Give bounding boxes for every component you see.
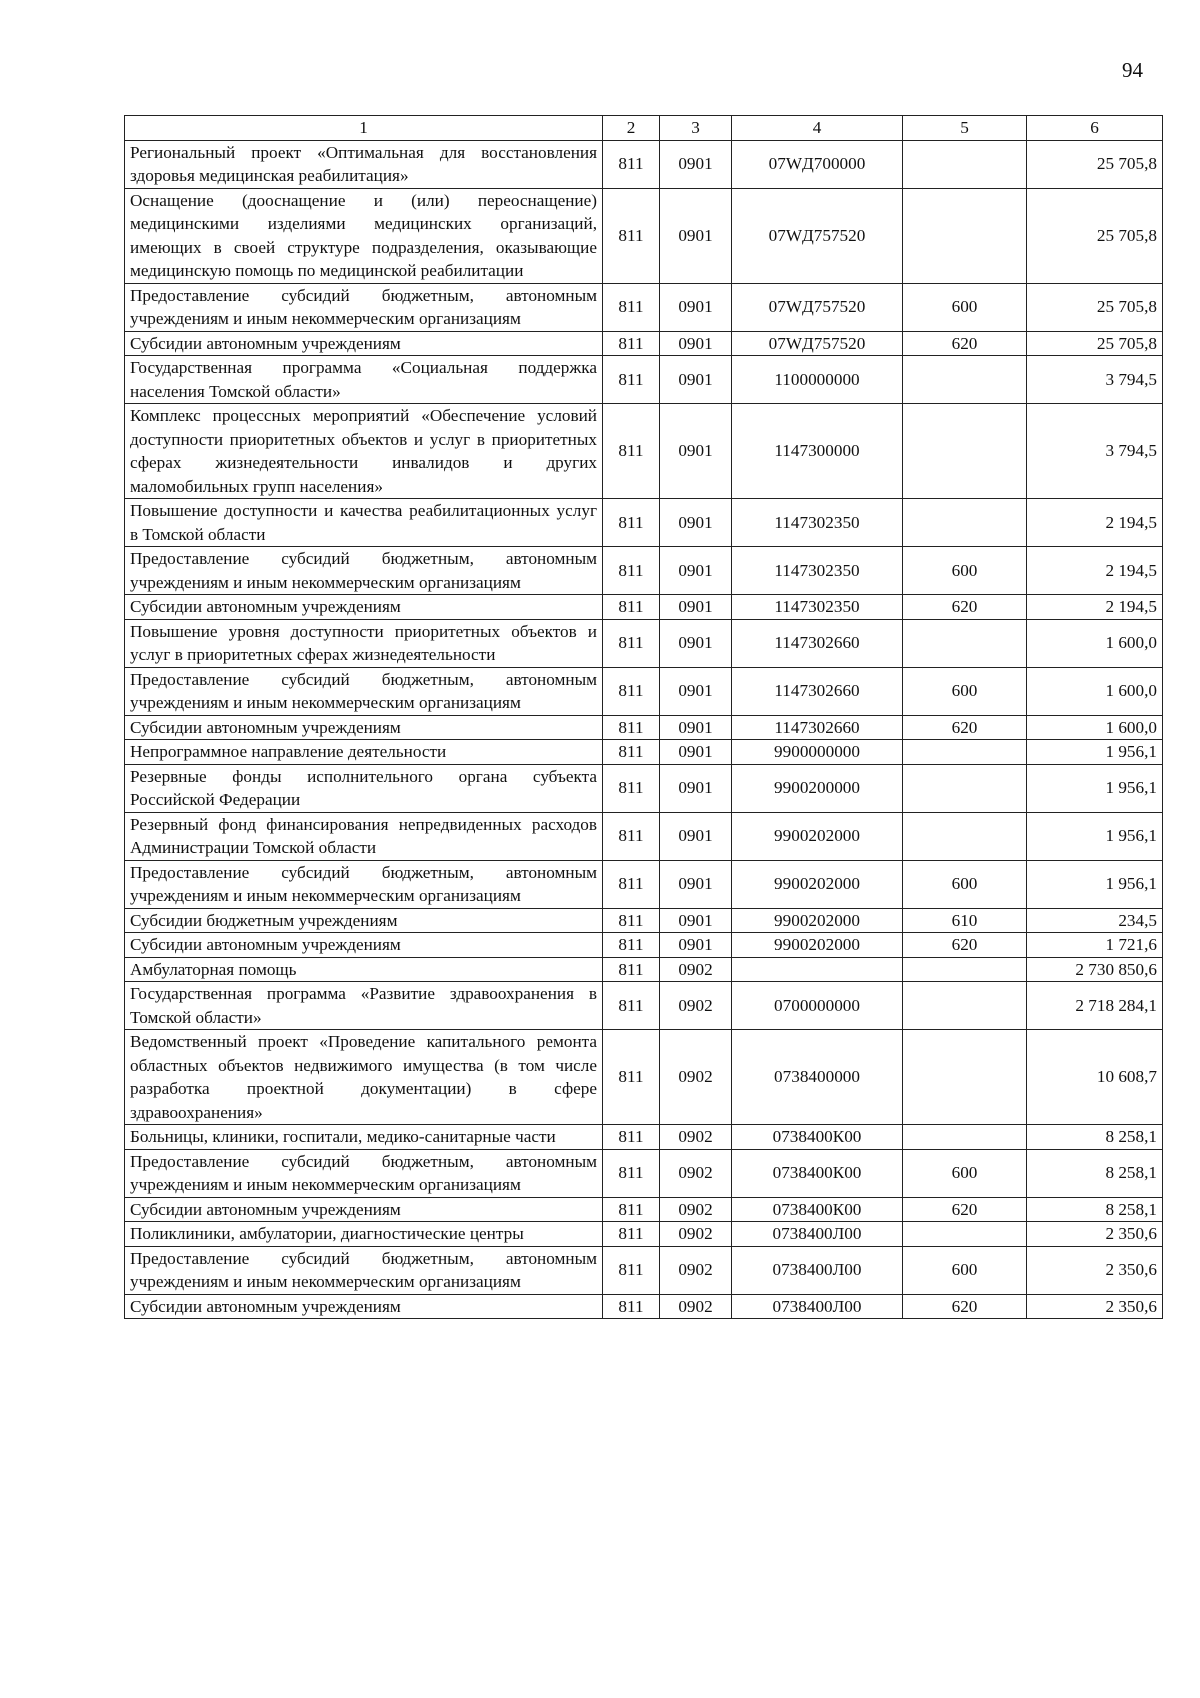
section-code: 0902 bbox=[660, 1030, 732, 1125]
amount: 1 721,6 bbox=[1027, 933, 1163, 958]
section-code: 0901 bbox=[660, 547, 732, 595]
amount: 2 350,6 bbox=[1027, 1246, 1163, 1294]
target-article-code: 0738400К00 bbox=[732, 1125, 903, 1150]
section-code: 0902 bbox=[660, 1149, 732, 1197]
expense-type-code bbox=[903, 140, 1027, 188]
section-code: 0901 bbox=[660, 667, 732, 715]
expense-type-code: 620 bbox=[903, 331, 1027, 356]
section-code: 0901 bbox=[660, 188, 732, 283]
amount: 25 705,8 bbox=[1027, 331, 1163, 356]
item-name: Амбулаторная помощь bbox=[125, 957, 603, 982]
expense-type-code bbox=[903, 740, 1027, 765]
amount: 1 956,1 bbox=[1027, 740, 1163, 765]
table-row bbox=[125, 404, 1163, 499]
amount: 1 600,0 bbox=[1027, 715, 1163, 740]
table-row bbox=[125, 619, 1163, 667]
amount: 25 705,8 bbox=[1027, 140, 1163, 188]
target-article-code: 07WД757520 bbox=[732, 331, 903, 356]
expense-type-code bbox=[903, 499, 1027, 547]
section-code: 0902 bbox=[660, 1197, 732, 1222]
item-name: Предоставление субсидий бюджетным, автономным учреждениям и иным некоммерческим организациям bbox=[125, 547, 603, 595]
target-article-code: 0700000000 bbox=[732, 982, 903, 1030]
budget-table bbox=[124, 115, 1163, 1319]
ministry-code: 811 bbox=[603, 1197, 660, 1222]
expense-type-code bbox=[903, 188, 1027, 283]
amount: 2 194,5 bbox=[1027, 499, 1163, 547]
ministry-code: 811 bbox=[603, 860, 660, 908]
item-name: Субсидии автономным учреждениям bbox=[125, 1197, 603, 1222]
expense-type-code: 600 bbox=[903, 1149, 1027, 1197]
ministry-code: 811 bbox=[603, 356, 660, 404]
target-article-code: 1147302350 bbox=[732, 595, 903, 620]
amount: 2 194,5 bbox=[1027, 547, 1163, 595]
section-code: 0901 bbox=[660, 860, 732, 908]
ministry-code: 811 bbox=[603, 1125, 660, 1150]
amount: 1 956,1 bbox=[1027, 860, 1163, 908]
expense-type-code bbox=[903, 812, 1027, 860]
expense-type-code: 620 bbox=[903, 933, 1027, 958]
ministry-code: 811 bbox=[603, 933, 660, 958]
expense-type-code: 600 bbox=[903, 667, 1027, 715]
target-article-code: 1100000000 bbox=[732, 356, 903, 404]
amount: 2 730 850,6 bbox=[1027, 957, 1163, 982]
section-code: 0902 bbox=[660, 1246, 732, 1294]
expense-type-code: 620 bbox=[903, 595, 1027, 620]
ministry-code: 811 bbox=[603, 740, 660, 765]
table-row bbox=[125, 715, 1163, 740]
amount: 10 608,7 bbox=[1027, 1030, 1163, 1125]
ministry-code: 811 bbox=[603, 1294, 660, 1319]
item-name: Субсидии автономным учреждениям bbox=[125, 715, 603, 740]
table-row bbox=[125, 1149, 1163, 1197]
target-article-code: 07WД757520 bbox=[732, 188, 903, 283]
expense-type-code: 620 bbox=[903, 715, 1027, 740]
ministry-code: 811 bbox=[603, 499, 660, 547]
table-row bbox=[125, 188, 1163, 283]
amount: 1 600,0 bbox=[1027, 619, 1163, 667]
amount: 25 705,8 bbox=[1027, 283, 1163, 331]
expense-type-code: 600 bbox=[903, 860, 1027, 908]
ministry-code: 811 bbox=[603, 140, 660, 188]
column-header-4: 4 bbox=[732, 116, 903, 141]
item-name: Непрограммное направление деятельности bbox=[125, 740, 603, 765]
item-name: Предоставление субсидий бюджетным, автономным учреждениям и иным некоммерческим организациям bbox=[125, 1246, 603, 1294]
expense-type-code: 620 bbox=[903, 1294, 1027, 1319]
item-name: Субсидии автономным учреждениям bbox=[125, 331, 603, 356]
column-header-2: 2 bbox=[603, 116, 660, 141]
ministry-code: 811 bbox=[603, 595, 660, 620]
target-article-code: 0738400Л00 bbox=[732, 1294, 903, 1319]
item-name: Повышение уровня доступности приоритетных объектов и услуг в приоритетных сферах жизнедеятельности bbox=[125, 619, 603, 667]
section-code: 0901 bbox=[660, 499, 732, 547]
item-name: Больницы, клиники, госпитали, медико-санитарные части bbox=[125, 1125, 603, 1150]
item-name: Повышение доступности и качества реабилитационных услуг в Томской области bbox=[125, 499, 603, 547]
amount: 3 794,5 bbox=[1027, 356, 1163, 404]
table-row bbox=[125, 812, 1163, 860]
target-article-code: 9900000000 bbox=[732, 740, 903, 765]
expense-type-code bbox=[903, 764, 1027, 812]
expense-type-code: 600 bbox=[903, 283, 1027, 331]
target-article-code: 07WД757520 bbox=[732, 283, 903, 331]
ministry-code: 811 bbox=[603, 1149, 660, 1197]
target-article-code: 0738400К00 bbox=[732, 1149, 903, 1197]
section-code: 0901 bbox=[660, 740, 732, 765]
target-article-code: 0738400Л00 bbox=[732, 1246, 903, 1294]
table-row bbox=[125, 1125, 1163, 1150]
expense-type-code bbox=[903, 1222, 1027, 1247]
target-article-code: 1147302660 bbox=[732, 667, 903, 715]
expense-type-code: 610 bbox=[903, 908, 1027, 933]
amount: 234,5 bbox=[1027, 908, 1163, 933]
item-name: Субсидии автономным учреждениям bbox=[125, 1294, 603, 1319]
ministry-code: 811 bbox=[603, 619, 660, 667]
header-row bbox=[125, 116, 1163, 141]
item-name: Резервный фонд финансирования непредвиденных расходов Администрации Томской области bbox=[125, 812, 603, 860]
table-row bbox=[125, 764, 1163, 812]
ministry-code: 811 bbox=[603, 812, 660, 860]
amount: 2 194,5 bbox=[1027, 595, 1163, 620]
ministry-code: 811 bbox=[603, 404, 660, 499]
ministry-code: 811 bbox=[603, 331, 660, 356]
table-row bbox=[125, 982, 1163, 1030]
expense-type-code bbox=[903, 957, 1027, 982]
ministry-code: 811 bbox=[603, 764, 660, 812]
section-code: 0902 bbox=[660, 1222, 732, 1247]
ministry-code: 811 bbox=[603, 667, 660, 715]
column-header-3: 3 bbox=[660, 116, 732, 141]
section-code: 0901 bbox=[660, 764, 732, 812]
column-header-5: 5 bbox=[903, 116, 1027, 141]
section-code: 0901 bbox=[660, 140, 732, 188]
item-name: Оснащение (дооснащение и (или) переоснащение) медицинскими изделиями медицинских организаций, имеющих в своей структуре подразделения, оказывающие медицинскую помощь по медицинской реабилитации bbox=[125, 188, 603, 283]
section-code: 0901 bbox=[660, 812, 732, 860]
expense-type-code: 620 bbox=[903, 1197, 1027, 1222]
table-row bbox=[125, 957, 1163, 982]
table-row bbox=[125, 547, 1163, 595]
column-header-1: 1 bbox=[125, 116, 603, 141]
target-article-code: 9900202000 bbox=[732, 812, 903, 860]
item-name: Комплекс процессных мероприятий «Обеспечение условий доступности приоритетных объектов и услуг в приоритетных сферах жизнедеятельности инвалидов и других маломобильных групп населения» bbox=[125, 404, 603, 499]
table-body bbox=[125, 140, 1163, 1319]
table-row bbox=[125, 140, 1163, 188]
ministry-code: 811 bbox=[603, 283, 660, 331]
table-row bbox=[125, 1030, 1163, 1125]
amount: 25 705,8 bbox=[1027, 188, 1163, 283]
expense-type-code bbox=[903, 1125, 1027, 1150]
section-code: 0902 bbox=[660, 1294, 732, 1319]
ministry-code: 811 bbox=[603, 547, 660, 595]
table-row bbox=[125, 499, 1163, 547]
table-row bbox=[125, 1222, 1163, 1247]
section-code: 0901 bbox=[660, 933, 732, 958]
page-number: 94 bbox=[1122, 58, 1143, 82]
section-code: 0902 bbox=[660, 957, 732, 982]
table-row bbox=[125, 933, 1163, 958]
ministry-code: 811 bbox=[603, 908, 660, 933]
item-name: Поликлиники, амбулатории, диагностические центры bbox=[125, 1222, 603, 1247]
table-row bbox=[125, 1246, 1163, 1294]
target-article-code: 1147302350 bbox=[732, 547, 903, 595]
amount: 2 350,6 bbox=[1027, 1294, 1163, 1319]
table-row bbox=[125, 1294, 1163, 1319]
amount: 8 258,1 bbox=[1027, 1149, 1163, 1197]
item-name: Региональный проект «Оптимальная для восстановления здоровья медицинская реабилитация» bbox=[125, 140, 603, 188]
section-code: 0901 bbox=[660, 356, 732, 404]
table-row bbox=[125, 331, 1163, 356]
ministry-code: 811 bbox=[603, 982, 660, 1030]
section-code: 0901 bbox=[660, 908, 732, 933]
target-article-code: 9900200000 bbox=[732, 764, 903, 812]
ministry-code: 811 bbox=[603, 1246, 660, 1294]
ministry-code: 811 bbox=[603, 715, 660, 740]
target-article-code: 1147302660 bbox=[732, 715, 903, 740]
table-row bbox=[125, 356, 1163, 404]
table-row bbox=[125, 908, 1163, 933]
item-name: Субсидии бюджетным учреждениям bbox=[125, 908, 603, 933]
target-article-code: 0738400К00 bbox=[732, 1197, 903, 1222]
ministry-code: 811 bbox=[603, 188, 660, 283]
amount: 8 258,1 bbox=[1027, 1125, 1163, 1150]
item-name: Ведомственный проект «Проведение капитального ремонта областных объектов недвижимого имущества (в том числе разработка проектной документации) в сфере здравоохранения» bbox=[125, 1030, 603, 1125]
item-name: Государственная программа «Развитие здравоохранения в Томской области» bbox=[125, 982, 603, 1030]
section-code: 0901 bbox=[660, 595, 732, 620]
ministry-code: 811 bbox=[603, 1222, 660, 1247]
section-code: 0901 bbox=[660, 715, 732, 740]
target-article-code: 9900202000 bbox=[732, 860, 903, 908]
table-row bbox=[125, 1197, 1163, 1222]
section-code: 0902 bbox=[660, 982, 732, 1030]
target-article-code: 0738400Л00 bbox=[732, 1222, 903, 1247]
expense-type-code bbox=[903, 619, 1027, 667]
expense-type-code: 600 bbox=[903, 1246, 1027, 1294]
item-name: Государственная программа «Социальная поддержка населения Томской области» bbox=[125, 356, 603, 404]
expense-type-code bbox=[903, 404, 1027, 499]
section-code: 0901 bbox=[660, 283, 732, 331]
target-article-code: 1147302660 bbox=[732, 619, 903, 667]
item-name: Резервные фонды исполнительного органа субъекта Российской Федерации bbox=[125, 764, 603, 812]
target-article-code: 0738400000 bbox=[732, 1030, 903, 1125]
table-row bbox=[125, 667, 1163, 715]
target-article-code: 1147300000 bbox=[732, 404, 903, 499]
table-row bbox=[125, 595, 1163, 620]
amount: 8 258,1 bbox=[1027, 1197, 1163, 1222]
expense-type-code bbox=[903, 356, 1027, 404]
expense-type-code bbox=[903, 1030, 1027, 1125]
amount: 2 718 284,1 bbox=[1027, 982, 1163, 1030]
target-article-code: 9900202000 bbox=[732, 908, 903, 933]
expense-type-code: 600 bbox=[903, 547, 1027, 595]
amount: 1 956,1 bbox=[1027, 764, 1163, 812]
column-header-6: 6 bbox=[1027, 116, 1163, 141]
section-code: 0901 bbox=[660, 331, 732, 356]
item-name: Субсидии автономным учреждениям bbox=[125, 595, 603, 620]
item-name: Предоставление субсидий бюджетным, автономным учреждениям и иным некоммерческим организациям bbox=[125, 1149, 603, 1197]
table-row bbox=[125, 860, 1163, 908]
section-code: 0902 bbox=[660, 1125, 732, 1150]
target-article-code bbox=[732, 957, 903, 982]
table-row bbox=[125, 283, 1163, 331]
amount: 2 350,6 bbox=[1027, 1222, 1163, 1247]
amount: 3 794,5 bbox=[1027, 404, 1163, 499]
section-code: 0901 bbox=[660, 619, 732, 667]
expense-type-code bbox=[903, 982, 1027, 1030]
ministry-code: 811 bbox=[603, 1030, 660, 1125]
item-name: Субсидии автономным учреждениям bbox=[125, 933, 603, 958]
target-article-code: 07WД700000 bbox=[732, 140, 903, 188]
target-article-code: 9900202000 bbox=[732, 933, 903, 958]
section-code: 0901 bbox=[660, 404, 732, 499]
amount: 1 600,0 bbox=[1027, 667, 1163, 715]
table-row bbox=[125, 740, 1163, 765]
target-article-code: 1147302350 bbox=[732, 499, 903, 547]
item-name: Предоставление субсидий бюджетным, автономным учреждениям и иным некоммерческим организациям bbox=[125, 860, 603, 908]
amount: 1 956,1 bbox=[1027, 812, 1163, 860]
ministry-code: 811 bbox=[603, 957, 660, 982]
item-name: Предоставление субсидий бюджетным, автономным учреждениям и иным некоммерческим организациям bbox=[125, 283, 603, 331]
item-name: Предоставление субсидий бюджетным, автономным учреждениям и иным некоммерческим организациям bbox=[125, 667, 603, 715]
